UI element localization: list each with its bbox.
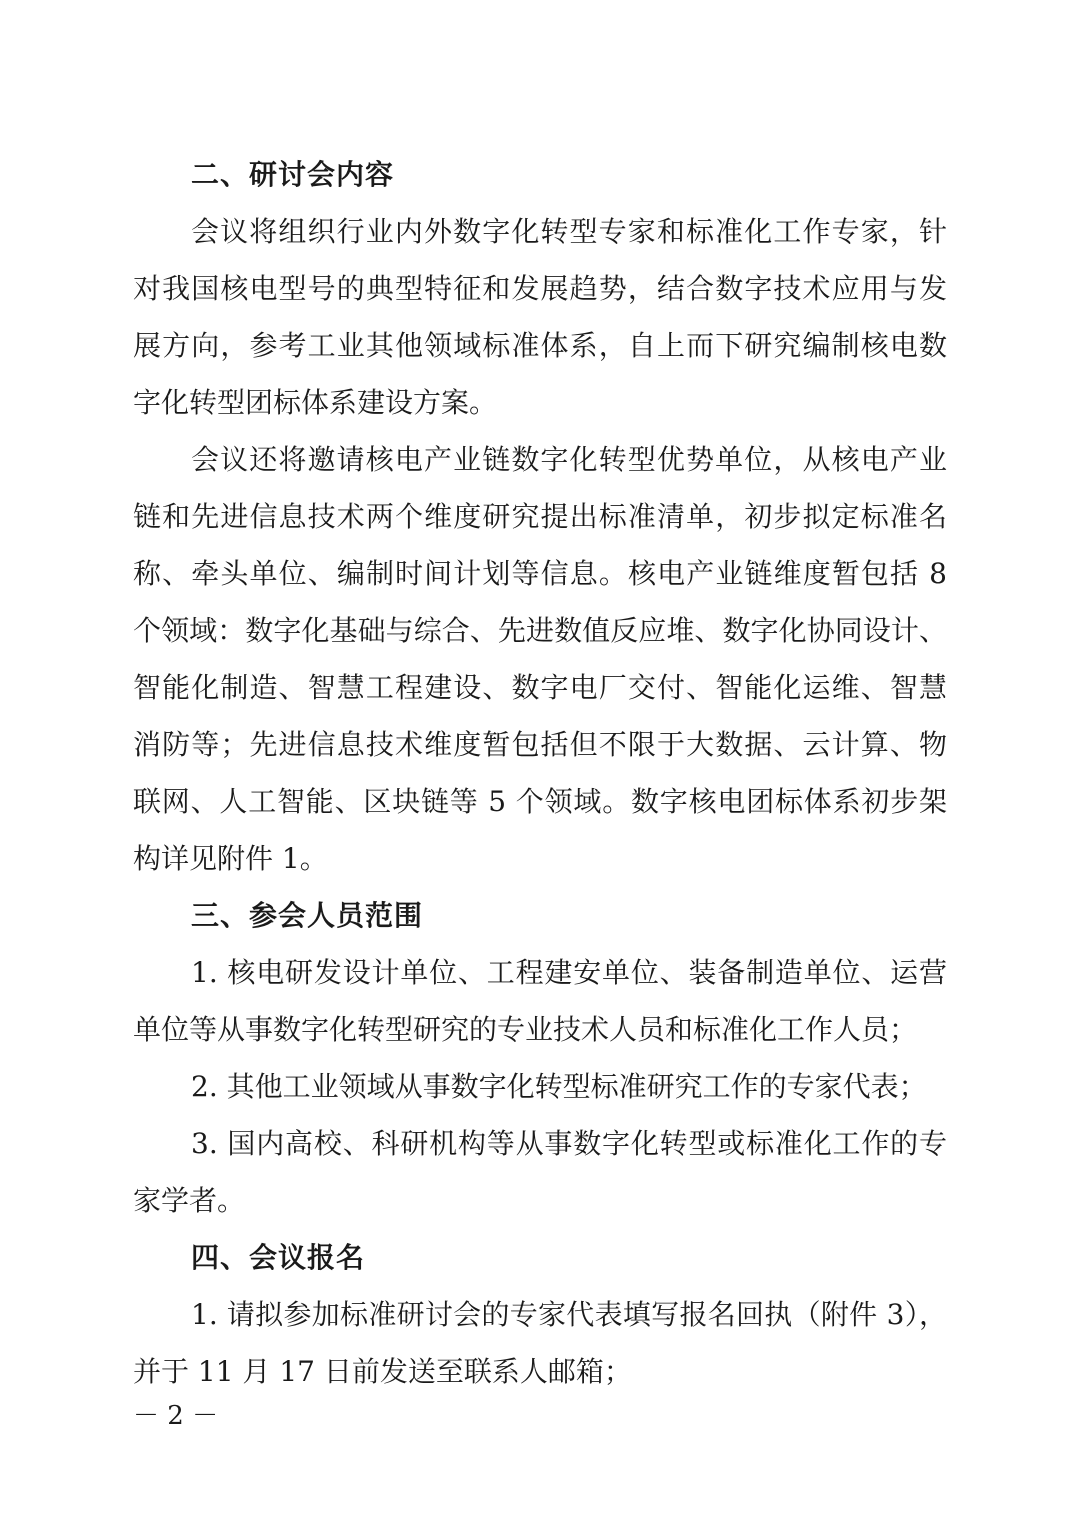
paragraph-seminar-content-1	[133, 203, 947, 431]
text-line: 消防等；先进信息技术维度暂包括但不限于大数据、云计算、物	[133, 728, 947, 761]
list-item-participants-1	[133, 944, 947, 1058]
text-line: 字化转型团标体系建设方案。	[133, 386, 498, 419]
section-heading-4: 四、会议报名	[191, 1241, 366, 1274]
text-line: 3. 国内高校、科研机构等从事数字化转型或标准化工作的专	[191, 1127, 947, 1160]
text-line: 家学者。	[133, 1184, 246, 1217]
text-line: 联网、人工智能、区块链等 5 个领域。数字核电团标体系初步架	[133, 785, 947, 818]
text-line: 并于 11 月 17 日前发送至联系人邮箱；	[133, 1355, 632, 1388]
page-number: － 2 －	[133, 1401, 219, 1431]
text-line: 会议还将邀请核电产业链数字化转型优势单位，从核电产业	[191, 443, 947, 476]
text-line: 智能化制造、智慧工程建设、数字电厂交付、智能化运维、智慧	[133, 671, 947, 704]
text-line: 链和先进信息技术两个维度研究提出标准清单，初步拟定标准名	[133, 500, 947, 533]
list-item-registration-1	[133, 1286, 947, 1400]
text-line: 2. 其他工业领域从事数字化转型标准研究工作的专家代表；	[191, 1070, 927, 1103]
text-line: 会议将组织行业内外数字化转型专家和标准化工作专家，针	[191, 215, 947, 248]
text-line: 构详见附件 1。	[133, 842, 328, 875]
list-item-participants-3	[133, 1115, 947, 1229]
section-heading-2: 二、研讨会内容	[191, 158, 395, 191]
text-line: 个领域：数字化基础与综合、先进数值反应堆、数字化协同设计、	[133, 614, 947, 647]
text-line: 1. 核电研发设计单位、工程建安单位、装备制造单位、运营	[191, 956, 947, 989]
section-heading-3: 三、参会人员范围	[191, 899, 424, 932]
text-line: 展方向，参考工业其他领域标准体系，自上而下研究编制核电数	[133, 329, 947, 362]
page-body	[133, 146, 947, 1400]
list-item-participants-2	[133, 1058, 947, 1115]
paragraph-seminar-content-2	[133, 431, 947, 887]
text-line: 1. 请拟参加标准研讨会的专家代表填写报名回执（附件 3），	[191, 1298, 947, 1331]
text-line: 称、牵头单位、编制时间计划等信息。核电产业链维度暂包括 8	[133, 557, 947, 590]
text-line: 对我国核电型号的典型特征和发展趋势，结合数字技术应用与发	[133, 272, 947, 305]
text-line: 单位等从事数字化转型研究的专业技术人员和标准化工作人员；	[133, 1013, 918, 1046]
